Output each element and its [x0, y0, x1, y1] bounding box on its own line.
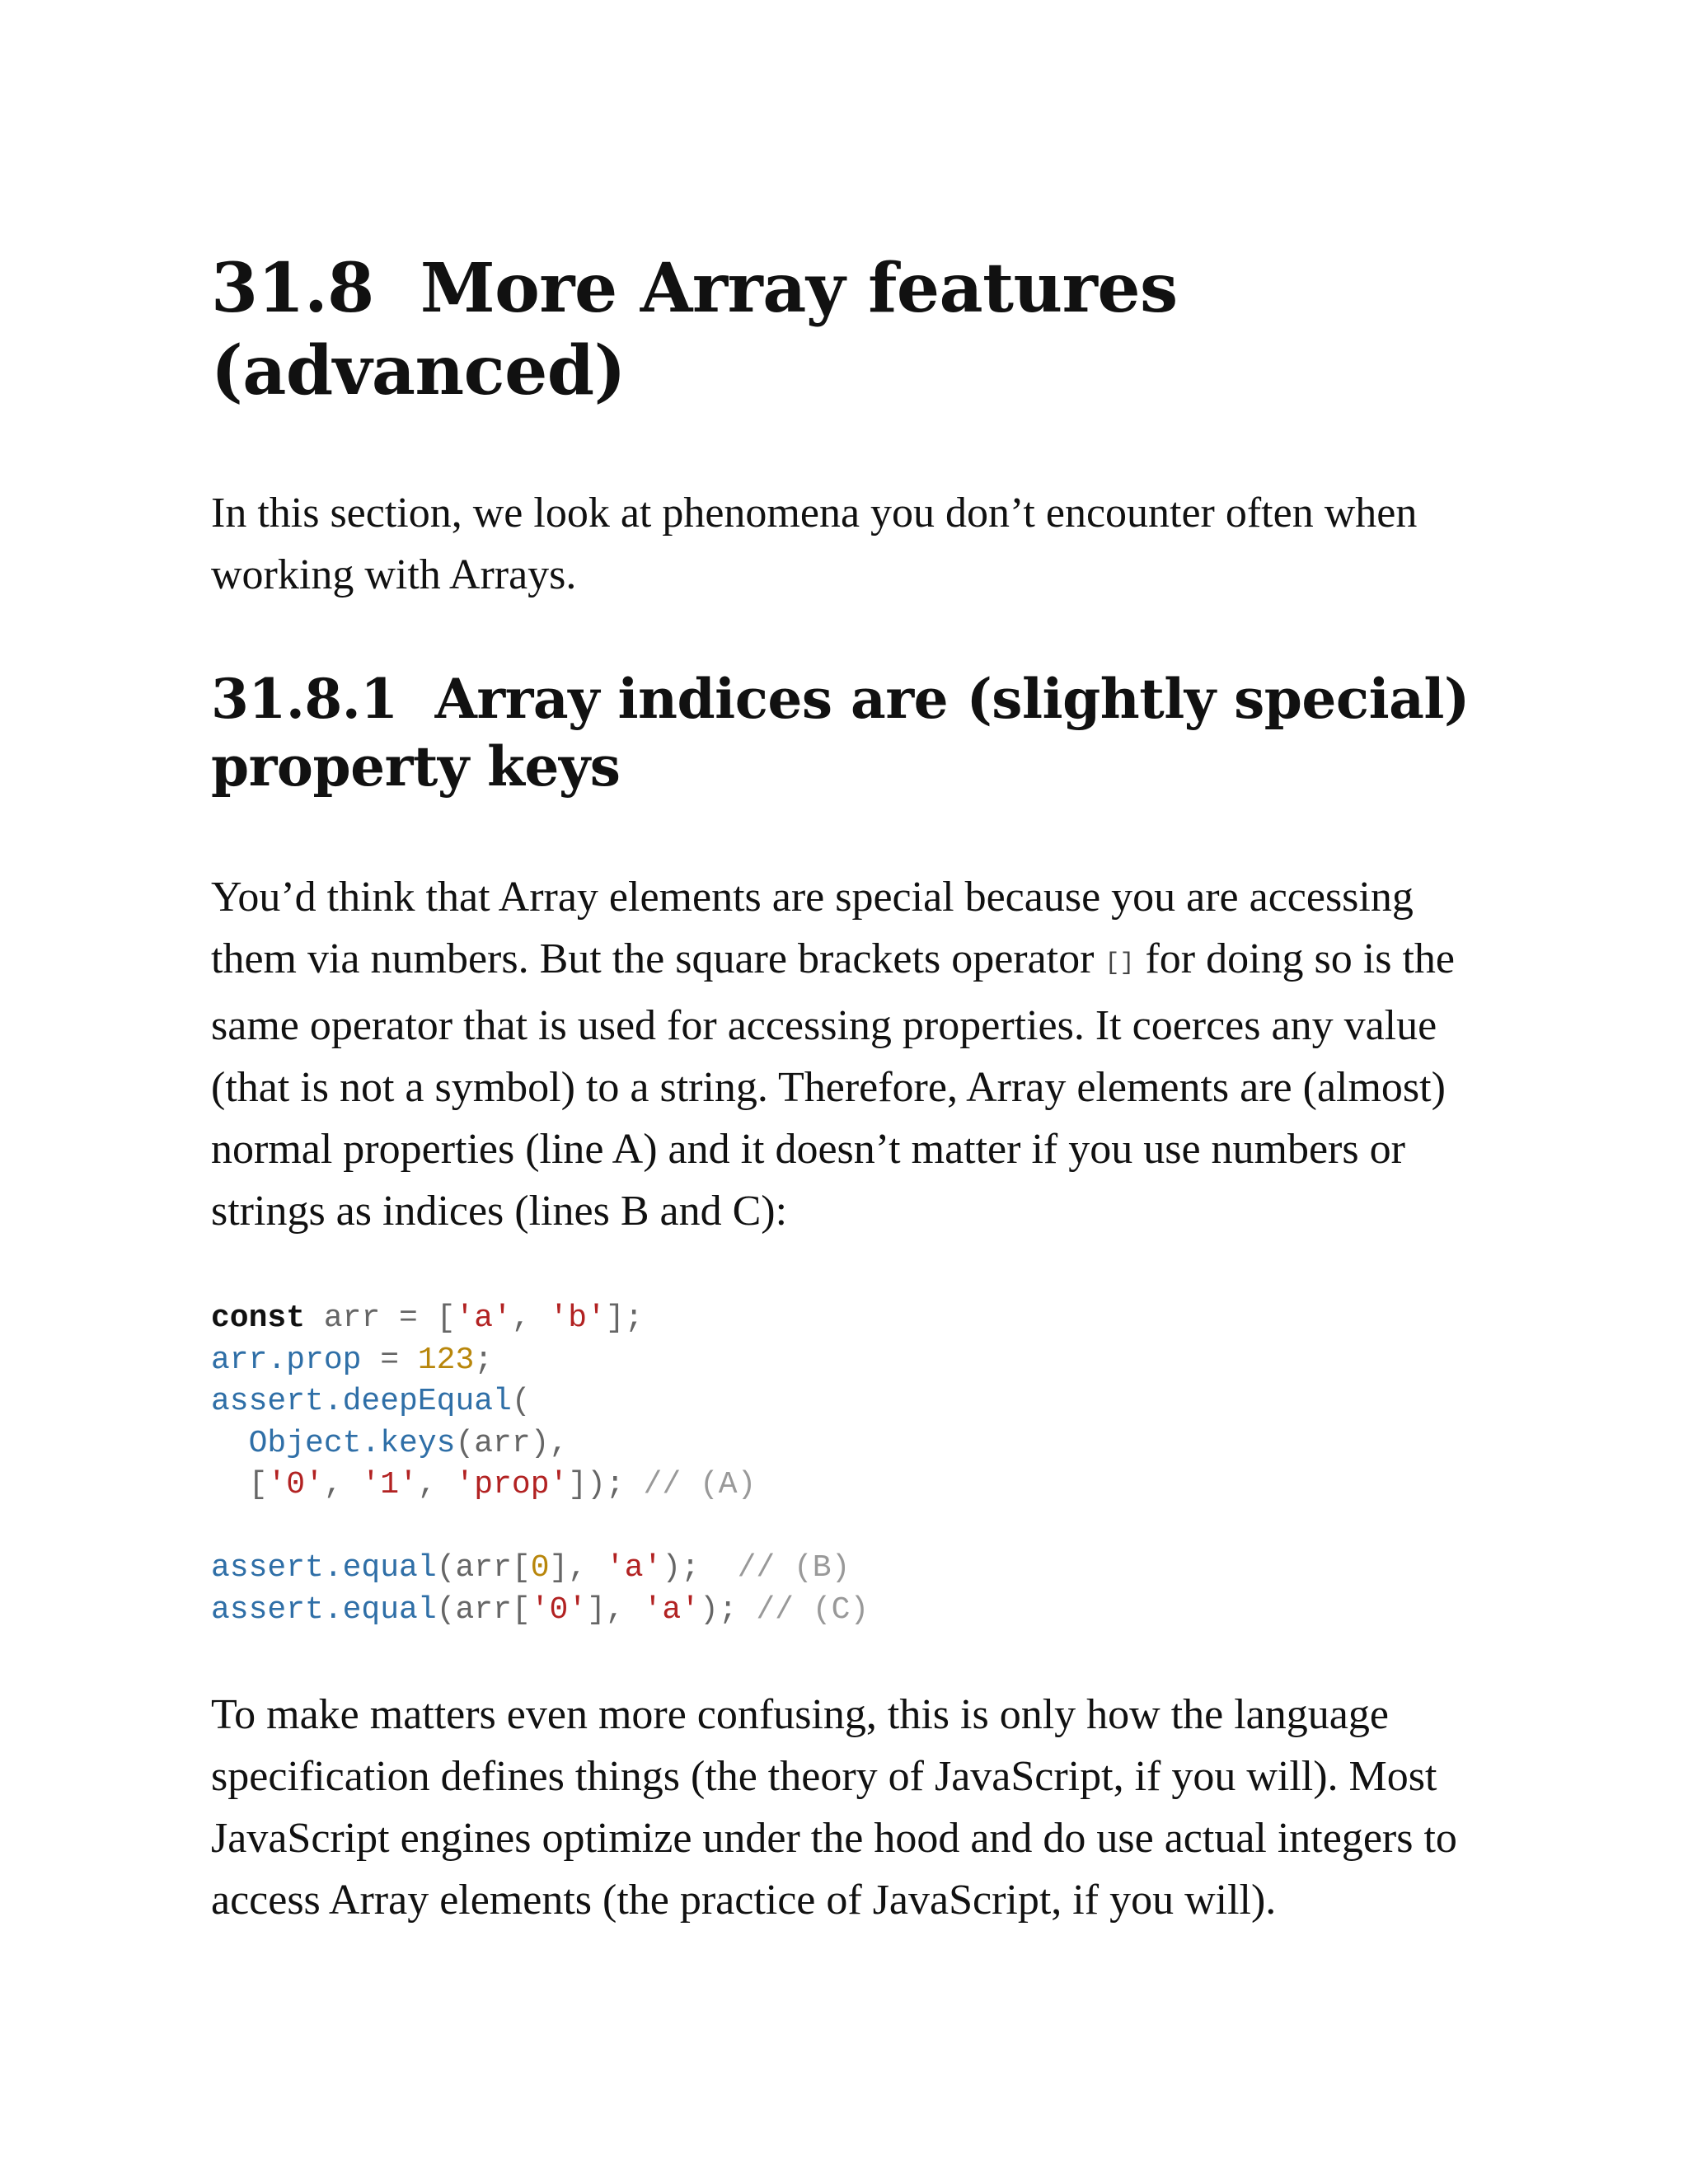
section-heading: [211, 247, 1480, 412]
document-page: [211, 247, 1480, 1931]
paragraph-text-after-code: for doing so is the same operator that is used for accessing properties. It coerces any value (that is not a symbol) to a string. Therefore, Array elements are (almost) normal properties (line A) and it doesn’t matter if you use numbers or strings as indices (lines B and C):: [211, 935, 1455, 1235]
code-keyword: const: [211, 1301, 306, 1336]
code-comment-a: // (A): [643, 1467, 757, 1502]
subsection-heading: [211, 665, 1480, 800]
section-number: 31.8: [211, 249, 374, 328]
paragraph-array-indices: [211, 866, 1480, 1242]
subsection-number: 31.8.1: [211, 667, 398, 731]
code-comment-c: // (C): [756, 1591, 870, 1628]
section-title-line2: (advanced): [211, 331, 626, 410]
section-intro: In this section, we look at phenomena you don’t encounter often when working with Arrays.: [211, 490, 1418, 598]
section-title-line1: More Array features: [420, 249, 1178, 328]
paragraph-engines: To make matters even more confusing, this is only how the language specification defines things (the theory of JavaScript, if you will). Most JavaScript engines optimize under the hood and do use actual integers to access Array elements (the practice of JavaScript, if you will).: [211, 1691, 1457, 1924]
code-comment-b: // (B): [737, 1550, 851, 1586]
inline-code-brackets: []: [1104, 949, 1135, 977]
paragraph-text-before-code: You’d think that Array elements are special because you are accessing them via numbers. But the square brackets operator: [211, 874, 1414, 982]
subsection-title-line1: Array indices are (slightly special): [434, 667, 1470, 731]
code-block: const arr = ['a', 'b']; arr.prop = 123; assert.deepEqual( Object.keys(arr), ['0', '1', 'prop']); // (A) assert.equal(arr[0], 'a'); // (B) assert.equal(arr['0'], 'a'); // (C): [211, 1301, 870, 1628]
subsection-title-line2: property keys: [211, 734, 621, 799]
